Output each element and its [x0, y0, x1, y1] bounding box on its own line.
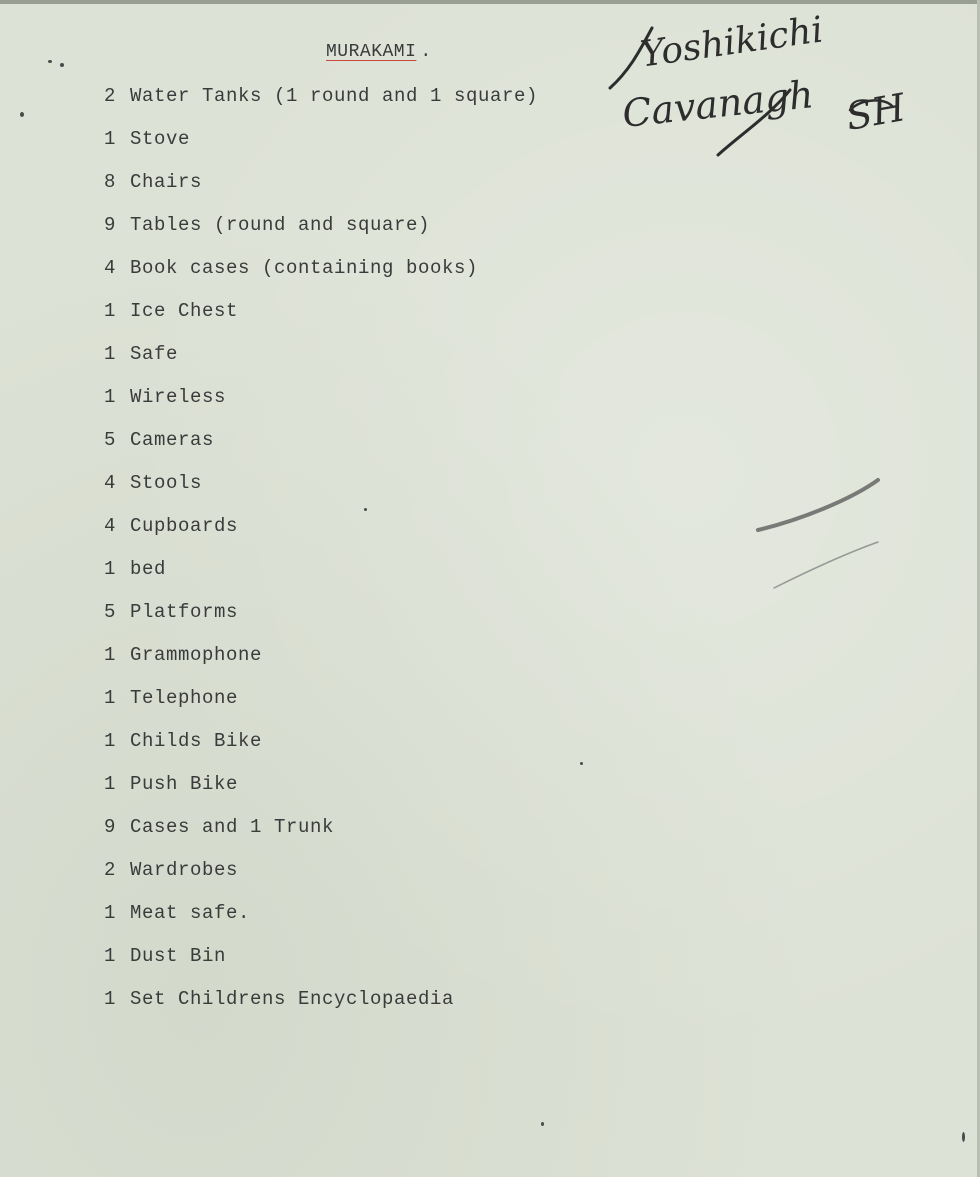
list-item [104, 557, 538, 600]
list-item [104, 600, 538, 643]
list-item [104, 514, 538, 557]
ink-speck [962, 1132, 965, 1142]
item-quantity: 1 [104, 687, 117, 709]
ink-speck [60, 63, 64, 67]
item-quantity: 1 [104, 386, 117, 408]
item-quantity: 1 [104, 730, 117, 752]
item-description: Cameras [130, 429, 215, 451]
item-description: Grammophone [130, 644, 263, 666]
item-description: Water Tanks (1 round and 1 square) [130, 85, 539, 107]
item-quantity: 8 [104, 171, 117, 193]
item-quantity: 9 [104, 816, 117, 838]
item-quantity: 2 [104, 859, 117, 881]
item-quantity: 5 [104, 429, 117, 451]
item-description: Push Bike [130, 773, 239, 795]
handwritten-name-line1: Yoshikichi [638, 9, 826, 76]
item-quantity: 1 [104, 558, 117, 580]
pencil-marks [740, 470, 890, 600]
item-description: Set Childrens Encyclopaedia [130, 988, 455, 1010]
item-quantity: 1 [104, 644, 117, 666]
item-quantity: 4 [104, 257, 117, 279]
item-quantity: 1 [104, 300, 117, 322]
list-item [104, 256, 538, 299]
ink-speck [20, 112, 24, 117]
item-quantity: 1 [104, 902, 117, 924]
list-item [104, 299, 538, 342]
ink-speck [580, 762, 583, 765]
item-description: Chairs [130, 171, 203, 193]
item-quantity: 1 [104, 128, 117, 150]
item-description: Dust Bin [130, 945, 227, 967]
item-quantity: 5 [104, 601, 117, 623]
item-quantity: 4 [104, 472, 117, 494]
item-description: Stools [130, 472, 203, 494]
item-description: Book cases (containing books) [130, 257, 479, 279]
item-description: Meat safe. [130, 902, 251, 924]
heading-punct: . [420, 42, 432, 62]
item-description: bed [130, 558, 167, 580]
list-item [104, 815, 538, 858]
document-heading [326, 42, 432, 62]
inventory-list [104, 84, 538, 1030]
list-item [104, 987, 538, 1030]
heading-name: MURAKAMI [326, 42, 417, 62]
list-item [104, 342, 538, 385]
ink-speck [48, 60, 52, 63]
item-description: Stove [130, 128, 191, 150]
item-description: Cupboards [130, 515, 239, 537]
item-description: Ice Chest [130, 300, 239, 322]
list-item [104, 471, 538, 514]
handwritten-initials: SH [842, 85, 909, 139]
list-item [104, 385, 538, 428]
item-quantity: 1 [104, 988, 117, 1010]
list-item [104, 901, 538, 944]
item-quantity: 4 [104, 515, 117, 537]
item-quantity: 1 [104, 945, 117, 967]
item-description: Wardrobes [130, 859, 239, 881]
item-description: Platforms [130, 601, 239, 623]
list-item [104, 213, 538, 256]
item-quantity: 2 [104, 85, 117, 107]
handwritten-annotation [600, 9, 909, 170]
list-item [104, 84, 538, 127]
item-quantity: 1 [104, 773, 117, 795]
list-item [104, 729, 538, 772]
list-item [104, 643, 538, 686]
list-item [104, 127, 538, 170]
item-quantity: 1 [104, 343, 117, 365]
item-description: Cases and 1 Trunk [130, 816, 335, 838]
ink-speck [541, 1122, 544, 1126]
item-description: Telephone [130, 687, 239, 709]
item-description: Tables (round and square) [130, 214, 431, 236]
paper-top-edge [0, 0, 980, 4]
list-item [104, 944, 538, 987]
item-quantity: 9 [104, 214, 117, 236]
item-description: Childs Bike [130, 730, 263, 752]
list-item [104, 772, 538, 815]
list-item [104, 170, 538, 213]
list-item [104, 428, 538, 471]
list-item [104, 858, 538, 901]
handwritten-name-line2: Cavanagh [620, 72, 816, 136]
item-description: Wireless [130, 386, 227, 408]
item-description: Safe [130, 343, 179, 365]
list-item [104, 686, 538, 729]
